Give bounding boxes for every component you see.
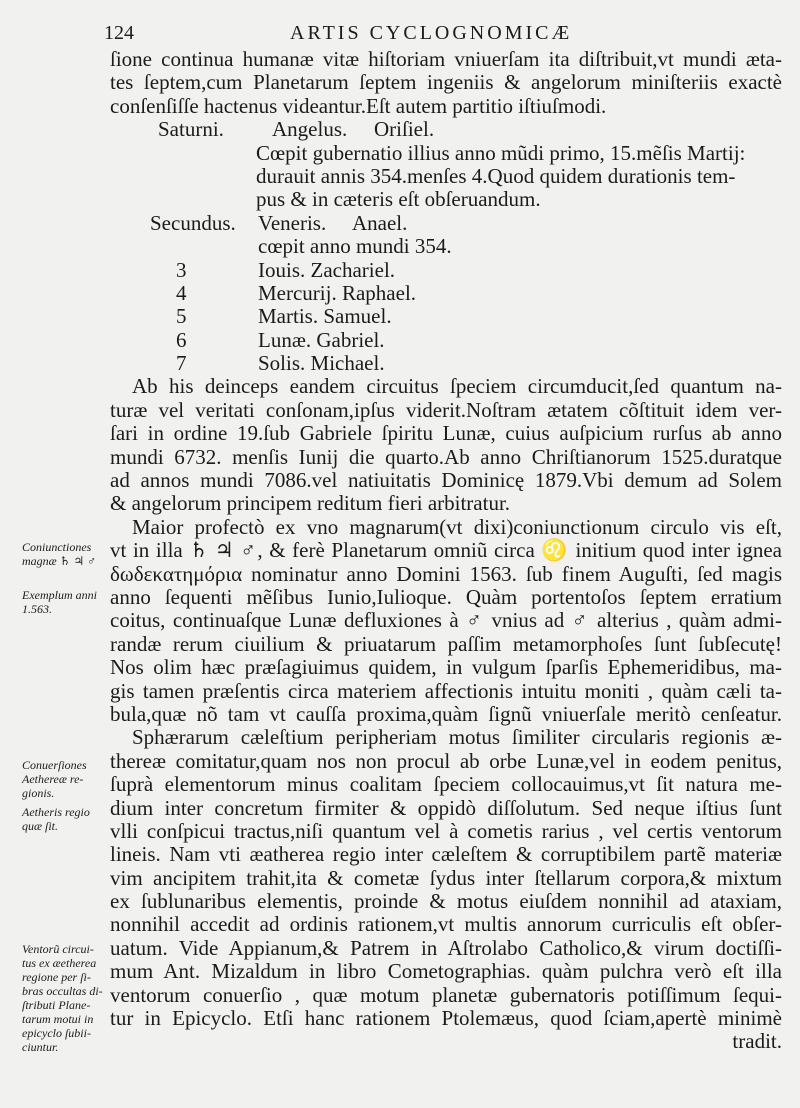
age-entry: Iouis. Zachariel. — [258, 257, 396, 282]
text-line: dium inter concretum firmiter & oppidò diſſolutum. Sed neque iſtius ſunt — [110, 795, 782, 820]
text-line: ventorum conuerſio , quæ motum planetæ gubernatoris potiſſimum ſequi- — [110, 982, 782, 1007]
text-line: mum Ant. Mizaldum in libro Cometographias. quàm pulchra verò eſt illa — [110, 959, 782, 984]
age-row — [110, 305, 782, 328]
age-number: 4 — [176, 280, 187, 305]
text-line: anno ſequenti mẽſibus Iunio,Iulioque. Quàm portentoſos ſeptem erratium — [110, 584, 782, 609]
page-number: 124 — [104, 22, 134, 44]
text-line: bula,quæ nõ tam vt cauſſa proxima,quàm ſignũ vniuerſale meritò cenſeatur. — [110, 701, 782, 726]
text-line: Ab his deinceps eandem circuitus ſpeciem circumducit,ſed quantum na- — [132, 374, 782, 399]
text-line: lineis. Nam vti æatherea regio inter cæleſtem & corruptibilem partẽ materiæ — [110, 842, 782, 867]
text-line: uatum. Vide Appianum,& Patrem in Aſtrolabo Catholico,& virum doctiſſi- — [110, 935, 782, 960]
age-angel-name: Anael. — [352, 210, 408, 235]
age-number: 6 — [176, 327, 187, 352]
age-note-line: cœpit anno mundi 354. — [258, 234, 452, 259]
text-line: ſuprà elementorum minus coalitam ſpeciem collocauimus,vt ſit natura me- — [110, 772, 782, 797]
margin-note: Coniunctiones magnæ ♄ ♃ ♂ — [22, 540, 97, 568]
text-line: Maior profectò ex vno magnarum(vt dixi)coniunctionum circulo vis eſt, — [132, 514, 782, 539]
text-line: & angelorum principem reditum fieri arbitratur. — [110, 491, 511, 516]
text-line: gis tamen præſentis circa materiem affectionis intuitu moniti , quàm cæli ta- — [110, 678, 782, 703]
text-line: randæ rerum ciuilium & priuatarum paſſim metamorphoſes ſunt ſubſecutę! — [110, 631, 782, 656]
text-line: tur in Epicyclo. Etſi hanc rationem Ptolemæus, quod ſciam,apertè minimè — [110, 1006, 782, 1031]
margin-note: Aetheris regio quæ ſit. — [22, 805, 90, 833]
text-line: vim ancipitem trahit,ita & cometæ ſydus inter ſtellarum corpora,& mixtum — [110, 865, 782, 890]
age-note-line: pus & in cæteris eſt obſeruandum. — [256, 187, 541, 212]
age-ordinal: Saturni. — [158, 117, 224, 142]
age-entry: Solis. Michael. — [258, 351, 385, 376]
text-line: ſari in ordine 19.ſub Gabriele ſpiritu Lunæ, cuius auſpicium rurſus ab anno — [110, 421, 782, 446]
text-line: δωδεκατημόρια nominatur anno Domini 1563. ſub finem Auguſti, ſed magis — [110, 561, 782, 586]
age-row — [110, 259, 782, 282]
text-line: Nos olim hæc præſagiuimus quidem, in vulgum ſparſis Ephemeridibus, ma- — [110, 655, 782, 680]
age-planet: Veneris. — [258, 210, 327, 235]
text-line: ad annos mundi 7086.vel natiuitatis Dominicę 1879.Vbi demum ad Solem — [110, 468, 782, 493]
age-note-line: durauit annis 354.menſes 4.Quod quidem durationis tem- — [256, 163, 736, 188]
main-text — [110, 48, 782, 1054]
margin-note: Ventorũ circui- tus ex æetherea regione per ſi- bras occultas di- ſtributi Plane- tarum motui in epicyclo ſubii- ciuntur. — [22, 942, 103, 1054]
age-number: 7 — [176, 351, 187, 376]
age-row-2 — [110, 212, 782, 235]
text-line: ſione continua humanæ vitæ hiſtoriam vniuerſam ita diſtribuit,vt mundi æta- — [110, 47, 782, 71]
text-line: tes ſeptem,cum Planetarum ſeptem ingeniis & angelorum miniſteriis exactè — [110, 70, 782, 95]
age-row-1 — [110, 118, 782, 141]
text-line: coitus, continuaſque Lunæ defluxiones à ♂ vnius ad ♂ alterius , quàm admi- — [110, 608, 782, 633]
text-line: turæ vel veritati conſonam,ipſus viderit.Noſtram ætatem cõſtituit idem ver- — [110, 397, 782, 422]
age-row — [110, 329, 782, 352]
text-line: nonnihil accedit ad ordinis rationem,vt multis annorum curriculis eſt obſer- — [110, 912, 782, 937]
text-line: mundi 6732. menſis Iunij die quarto.Ab anno Chriſtianorum 1525.duratque — [110, 444, 782, 469]
text-line: ex ſublunaribus elementis, proinde & motus eiuſdem nonnihil ad ataxiam, — [110, 889, 782, 914]
text-line: thereæ comitatur,quam nos non procul ab orbe Lunæ,vel in eodem penitus, — [110, 748, 782, 773]
age-ordinal: Secundus. — [150, 210, 236, 235]
text-line: vlli conſpicui tractus,niſi quantum vel à cometis rarius , vel certis ventorum — [110, 818, 782, 843]
text-line: Sphærarum cæleſtium peripheriam motus ſimiliter circularis regionis æ- — [132, 725, 782, 750]
age-note-line: Cœpit gubernatio illius anno mũdi primo, 15.mẽſis Martij: — [256, 140, 746, 165]
age-number: 5 — [176, 304, 187, 329]
age-number: 3 — [176, 257, 187, 282]
running-title: ARTIS CYCLOGNOMICÆ — [290, 22, 573, 44]
margin-note: Exemplum anni 1.563. — [22, 588, 97, 616]
age-angel-label: Angelus. — [272, 117, 348, 142]
text-line: conſenſiſſe hactenus videantur.Eſt autem partitio iſtiuſmodi. — [110, 93, 607, 118]
age-row — [110, 352, 782, 375]
margin-note: Conuerſiones Aethereæ re- gionis. — [22, 758, 87, 800]
text-line: vt in illa ♄ ♃ ♂, & ferè Planetarum omniũ circa ♌ initium quod inter ignea — [110, 538, 782, 563]
text-line: tradit. — [732, 1029, 782, 1054]
age-entry: Lunæ. Gabriel. — [258, 327, 385, 352]
age-entry: Martis. Samuel. — [258, 304, 392, 329]
age-row — [110, 282, 782, 305]
age-angel-name: Oriſiel. — [374, 117, 435, 142]
age-entry: Mercurij. Raphael. — [258, 280, 417, 305]
